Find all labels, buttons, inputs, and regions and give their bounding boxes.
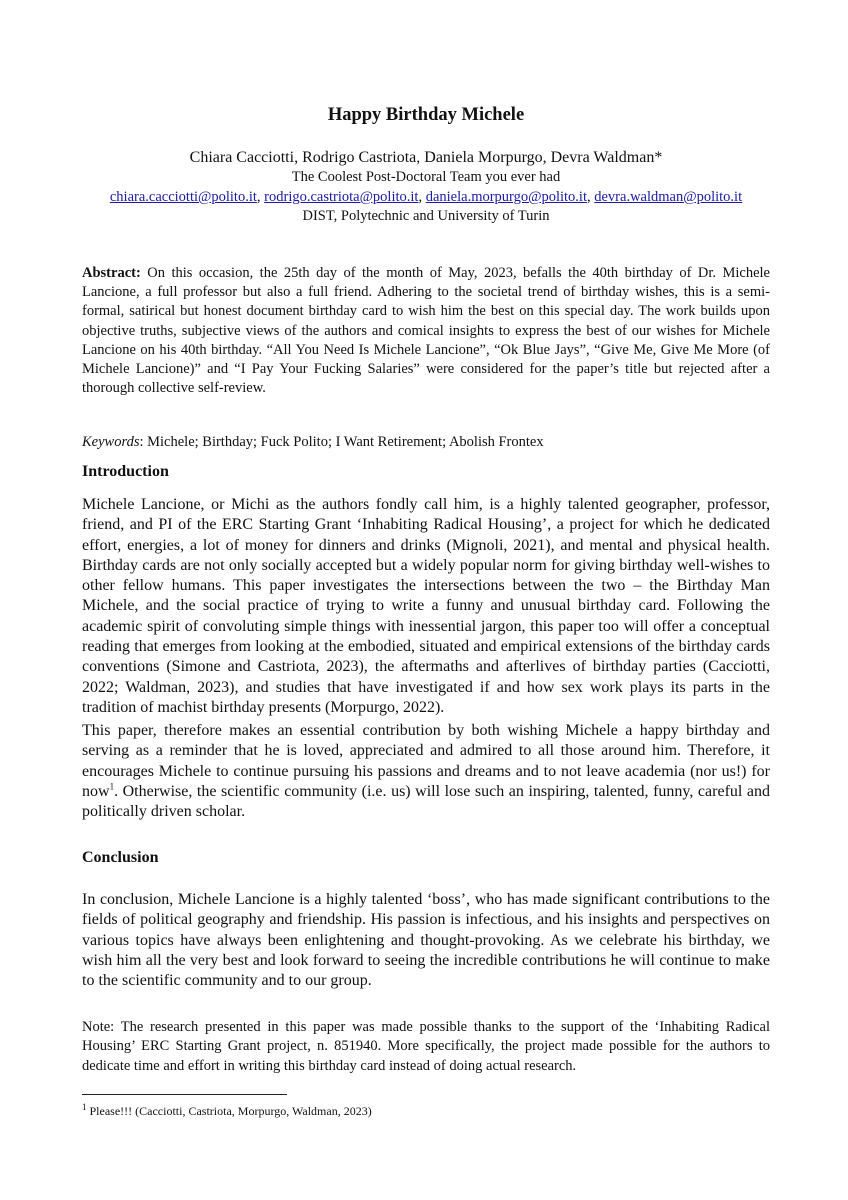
email-separator: , (418, 189, 426, 205)
abstract (82, 264, 770, 398)
footnote-divider (82, 1094, 287, 1095)
introduction-paragraph-2 (82, 721, 770, 822)
introduction-p2-text-end: . Otherwise, the scientific community (i.e. us) will lose such an inspiring, talented, funny, careful and politically driven scholar. (82, 782, 770, 821)
funding-note: Note: The research presented in this paper was made possible thanks to the support of the ‘Inhabiting Radical Housing’ ERC Starting Grant project, n. 851940. More specifically, the project made possible for the authors to dedicate time and effort in writing this birthday card instead of doing actual research. (82, 1019, 770, 1074)
email-link-waldman[interactable]: devra.waldman@polito.it (594, 189, 743, 205)
conclusion-heading: Conclusion (82, 849, 159, 866)
author-list: Chiara Cacciotti, Rodrigo Castriota, Daniela Morpurgo, Devra Waldman* (189, 149, 663, 166)
email-separator: , (256, 189, 265, 205)
footnote-text: Please!!! (Cacciotti, Castriota, Morpurgo, Waldman, 2023) (86, 1104, 372, 1118)
footnote-reference[interactable]: 1 (109, 781, 115, 792)
footnote (82, 1104, 770, 1119)
conclusion-paragraph: In conclusion, Michele Lancione is a highly talented ‘boss’, who has made significant contributions to the fields of political geography and friendship. His passion is infectious, and his insights and perspectives on various topics have always been enlightening and thought-provoking. As we celebrate his birthday, we wish him all the very best and look forward to seeing the incredible contributions he will continue to make to the scientific community and to our group. (82, 891, 770, 990)
abstract-label: Abstract: (82, 265, 141, 281)
affiliation: DIST, Polytechnic and University of Turin (302, 208, 550, 224)
keywords (82, 433, 770, 452)
team-line: The Coolest Post-Doctoral Team you ever had (291, 169, 561, 185)
email-separator: , (587, 189, 595, 205)
email-list (72, 188, 780, 207)
introduction-heading: Introduction (82, 463, 169, 480)
email-link-cacciotti[interactable]: chiara.cacciotti@polito.it (109, 189, 257, 205)
introduction-p2-text: This paper, therefore makes an essential contribution by both wishing Michele a happy birthday and serving as a reminder that he is loved, appreciated and admired to all those around him. Therefore, it encourages Michele to continue pursuing his passions and dreams and to not leave academia (nor us!) for now (82, 722, 770, 800)
keywords-label: Keywords (82, 434, 140, 450)
footnote-mark: 1 (82, 1102, 87, 1112)
email-link-castriota[interactable]: rodrigo.castriota@polito.it (264, 189, 419, 205)
email-link-morpurgo[interactable]: daniela.morpurgo@polito.it (425, 189, 587, 205)
paper-title: Happy Birthday Michele (327, 105, 525, 125)
keywords-text: : Michele; Birthday; Fuck Polito; I Want Retirement; Abolish Frontex (139, 434, 544, 450)
abstract-text: On this occasion, the 25th day of the month of May, 2023, befalls the 40th birthday of Dr. Michele Lancione, a full professor but also a full friend. Adhering to the societal trend of birthday wishes, this is a semi-formal, satirical but honest document birthday card to wish him the best on this special day. The work builds upon objective truths, subjective views of the authors and comical insights to express the best of our wishes for Michele Lancione on his 40th birthday. “All You Need Is Michele Lancione”, “Ok Blue Jays”, “Give Me, Give Me More (of Michele Lancione)” and “I Pay Your Fucking Salaries” were considered for the paper’s title but rejected after a thorough collective self-review. (82, 265, 770, 397)
introduction-paragraph-1: Michele Lancione, or Michi as the authors fondly call him, is a highly talented geographer, professor, friend, and PI of the ERC Starting Grant ‘Inhabiting Radical Housing’, a project for which he dedicated effort, energies, a lot of money for dinners and drinks (Mignoli, 2021), and mental and physical health. Birthday cards are not only socially accepted but a widely popular norm for giving birthday well-wishes to other fellow humans. This paper investigates the intersections between the two – the Birthday Man Michele, and the social practice of trying to write a funny and unusual birthday card. Following the academic spirit of convoluting simple things with inessential jargon, this paper too will offer a conceptual reading that emerges from looking at the embodied, situated and empirical extensions of the birthday cards conventions (Simone and Castriota, 2023), the aftermaths and afterlives of birthday parties (Cacciotti, 2022; Waldman, 2023), and studies that have investigated if and how sex work plays its parts in the tradition of machist birthday presents (Morpurgo, 2022). (82, 496, 770, 716)
